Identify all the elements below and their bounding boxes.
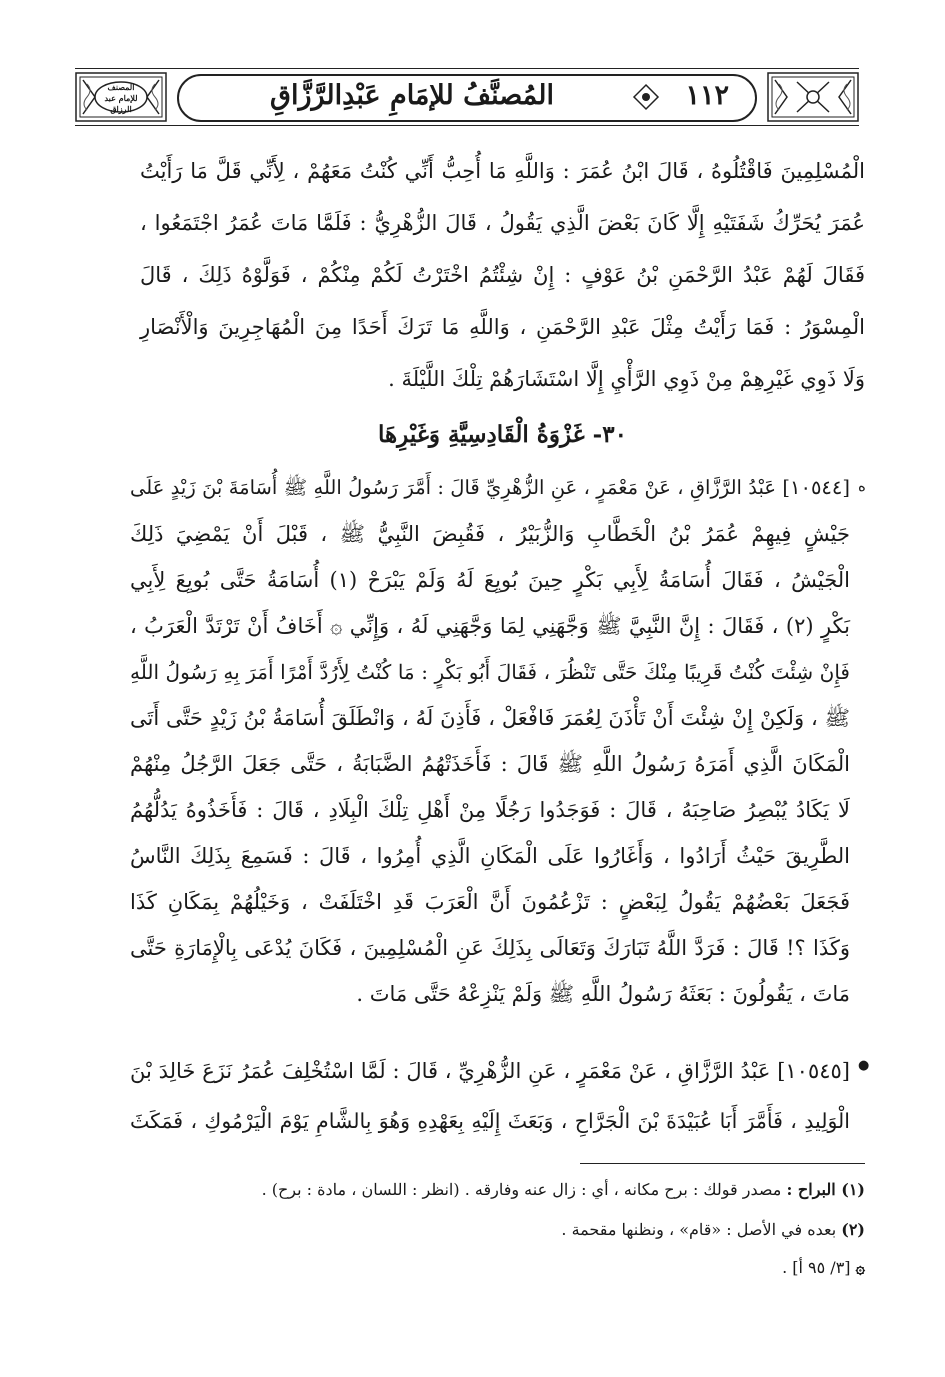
page-number: ١١٢: [685, 80, 729, 111]
text-line: بَكْرٍ (٢) ، فَقَالَ : إِنَّ النَّبِيَّ ﷺ وَجَّهَنِي لِمَا وَجَّهَنِي لَهُ ، وَإِنِّي ۞ أَخَافُ أَنْ تَرْتَدَّ الْعَرَبُ ،: [130, 614, 850, 638]
section-heading: ٣٠- غَزْوَةُ الْقَادِسِيَّةِ وَغَيْرِهَا: [378, 421, 627, 448]
text-line: فَقَالَ لَهُمْ عَبْدُ الرَّحْمَنِ بْنُ عَوْفٍ : إِنْ شِئْتُمُ اخْتَرْتُ لَكُمْ مِنْكُمْ ، فَوَلَّوْهُ ذَلِكَ ، قَالَ: [140, 263, 865, 287]
text-line: [١٠٥٤٥] عَبْدُ الرَّزَّاقِ ، عَنْ مَعْمَرٍ ، عَنِ الزُّهْرِيِّ ، قَالَ : لَمَّا اسْتُخْلِفَ عُمَرُ نَزَعَ خَالِدَ بْنَ: [130, 1059, 850, 1083]
footnote-separator: [580, 1163, 865, 1164]
footnote-label: ۞: [855, 1258, 865, 1277]
footnote-text: مصدر قولك : برح مكانه ، أي : زال عنه وفارقه . (انظر : اللسان ، مادة : برح) .: [261, 1180, 782, 1199]
text-line: جَيْشٍ فِيهِمْ عُمَرُ بْنُ الْخَطَّابِ وَالزُّبَيْرُ ، فَقُبِضَ النَّبِيُّ ﷺ ، قَبْلَ أَنْ يَمْضِيَ ذَلِكَ: [130, 522, 850, 546]
text-line: عُمَرَ يُحَرِّكُ شَفَتَيْهِ إِلَّا كَانَ بَعْضَ الَّذِي يَقُولُ ، قَالَ الزُّهْرِيُّ : فَلَمَّا مَاتَ عُمَرُ اجْتَمَعُوا ،: [140, 211, 865, 235]
text-line: الْمُسْلِمِينَ فَاقْتُلُوهُ ، قَالَ ابْنُ عُمَرَ : وَاللَّهِ مَا أُحِبُّ أَنِّي كُنْتُ مَعَهُمْ ، لِأَنِّي قَلَّ مَا رَأَيْتُ: [140, 159, 865, 183]
text-line: الْمَكَانَ الَّذِي أَمَرَهُ رَسُولُ اللَّهِ ﷺ قَالَ : فَأَخَذَتْهُمُ الضَّبَابَةُ ، حَتَّى جَعَلَ الرَّجُلُ مِنْهُمْ: [130, 752, 850, 776]
book-title: المُصنَّفُ للإمَامِ عَبْدِالرَّزَّاقِ: [270, 80, 554, 111]
text-line: فَجَعَلَ بَعْضُهُمْ يَقُولُ لِبَعْضٍ : تَزْعُمُونَ أَنَّ الْعَرَبَ قَدِ اخْتَلَفَتْ ، وَخَيْلُهُمْ بِمَكَانِ كَذَا: [130, 890, 850, 914]
footnote-text: [٣/ ٩٥ أ] .: [782, 1258, 851, 1277]
text-line: [١٠٥٤٤] عَبْدُ الرَّزَّاقِ ، عَنْ مَعْمَرٍ ، عَنِ الزُّهْرِيِّ قَالَ : أَمَّرَ رَسُولُ اللَّهِ ﷺ أُسَامَةَ بْنَ زَيْدٍ عَلَى: [130, 476, 850, 499]
text-line: مَاتَ ، يَقُولُونَ : بَعَثَهُ رَسُولُ اللَّهِ ﷺ وَلَمْ يَنْزِعْهُ حَتَّى مَاتَ .: [356, 982, 850, 1006]
text-line: لَا يَكَادُ يُبْصِرُ صَاحِبَهُ ، قَالَ : فَوَجَدُوا رَجُلًا مِنْ أَهْلِ تِلْكَ الْبِلَادِ ، قَالَ : فَأَخَذُوهُ يَدُلُّهُمُ: [130, 798, 850, 822]
right-ornament-icon: [767, 72, 859, 122]
header-cartouche: [177, 74, 757, 122]
header-rule-top: [75, 68, 859, 69]
text-line: فَإِنْ شِئْتَ كُنْتُ قَرِيبًا مِنْكَ حَتَّى تَنْظُرَ ، فَقَالَ أَبُو بَكْرٍ : مَا كُنْتُ لِأَرُدَّ أَمْرًا أَمَرَ بِهِ رَسُولُ اللَّهِ: [130, 660, 850, 684]
footnote-label: (١) البراح :: [786, 1180, 865, 1199]
hadith-bullet-icon: ●: [858, 1058, 870, 1073]
text-line: الطَّرِيقَ حَيْثُ أَرَادُوا ، وَأَغَارُوا عَلَى الْمَكَانِ الَّذِي أُمِرُوا ، قَالَ : فَسَمِعَ بِذَلِكَ النَّاسُ: [130, 844, 850, 868]
text-line: وَلَا ذَوِي غَيْرِهِمْ مِنْ ذَوِي الرَّأْيِ إِلَّا اسْتَشَارَهُمْ تِلْكَ اللَّيْلَةَ .: [388, 367, 865, 391]
footnote-text: بعده في الأصل : «قام» ، ونظنها مقحمة .: [561, 1220, 837, 1239]
text-line: الْوَلِيدِ ، فَأَمَّرَ أَبَا عُبَيْدَةَ بْنَ الْجَرَّاحِ ، وَبَعَثَ إِلَيْهِ بِعَهْدِهِ وَهُوَ بِالشَّامِ يَوْمَ الْيَرْمُوكِ ، فَمَكَثَ: [130, 1109, 850, 1133]
footnote-2: [140, 1220, 865, 1239]
text-line: وَكَذَا ؟! قَالَ : فَرَدَّ اللَّهُ تَبَارَكَ وَتَعَالَى بِذَلِكَ عَنِ الْمُسْلِمِينَ ، فَكَانَ يُدْعَى بِالْإِمَارَةِ حَتَّى: [130, 936, 850, 960]
text-line: الْجَيْشُ ، فَقَالَ أُسَامَةُ لِأَبِي بَكْرٍ حِينَ بُويِعَ لَهُ وَلَمْ يَبْرَحْ (١) أُسَامَةُ حَتَّى بُويِعَ لِأَبِي: [130, 568, 851, 592]
footnote-label: (٢): [841, 1220, 865, 1239]
hadith-marker-icon: ه: [858, 477, 866, 495]
page-number-ornament-icon: [633, 84, 659, 110]
footnote-3: [140, 1258, 865, 1277]
page-header: [75, 68, 859, 126]
header-rule-bottom: [75, 125, 859, 126]
text-line: الْمِسْوَرُ : فَمَا رَأَيْتُ مِثْلَ عَبْدِ الرَّحْمَنِ ، وَاللَّهِ مَا تَرَكَ أَحَدًا مِنَ الْمُهَاجِرِينَ وَالْأَنْصَارِ: [140, 315, 865, 339]
text-line: ﷺ ، وَلَكِنْ إِنْ شِئْتَ أَنْ تَأْذَنَ لِعُمَرَ فَافْعَلْ ، فَأَذِنَ لَهُ ، وَانْطَلَقَ أُسَامَةُ بْنُ زَيْدٍ حَتَّى أَتَى: [130, 706, 850, 730]
footnote-1: [140, 1180, 865, 1199]
ornament-label: المصنف للإمام عبد الرزاق: [104, 82, 138, 114]
